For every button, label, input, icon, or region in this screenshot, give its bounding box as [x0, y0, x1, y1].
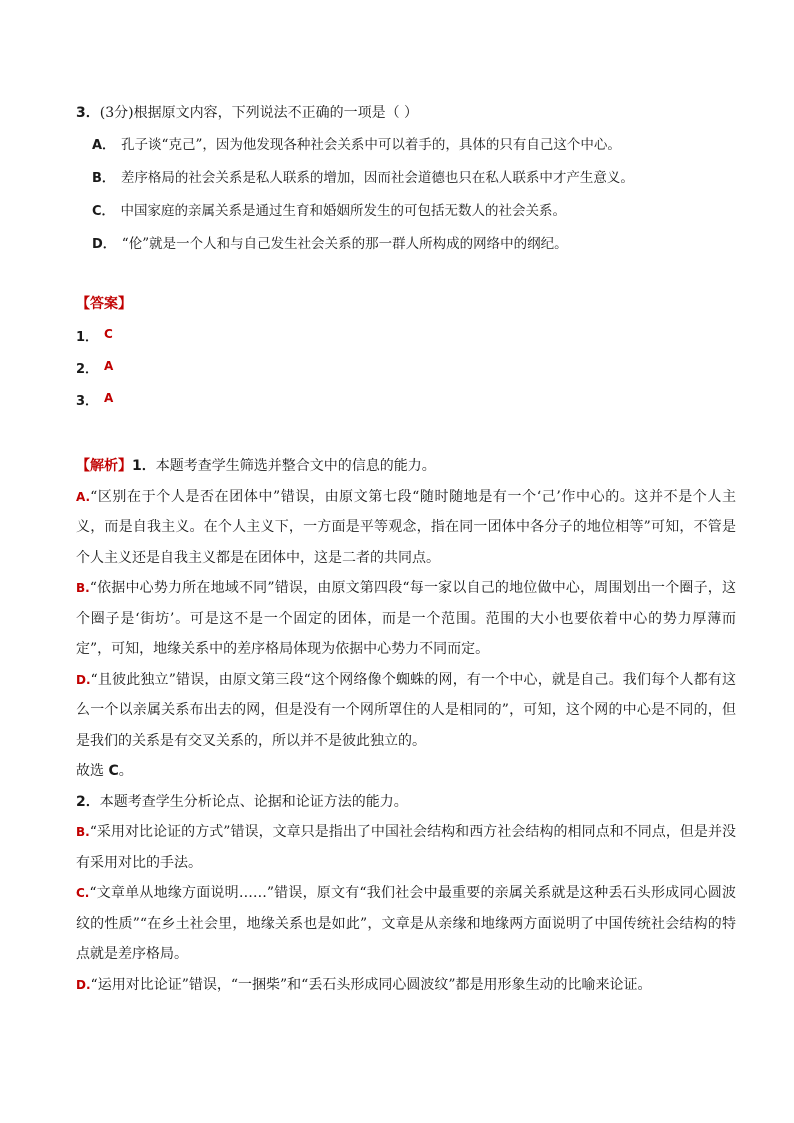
analysis-q1-number: 1．: [132, 458, 156, 474]
answer-number: 1．: [76, 330, 99, 345]
choose-end: 。: [118, 763, 133, 779]
analysis-q1-b: [76, 573, 736, 665]
answer-number: 3．: [76, 394, 99, 409]
analysis-text: “区别在于个人是否在团体中”错误，由原文第七段“随时随地是有一个‘己’作中心的。这并不是个人主义，而是自我主义。在个人主义下，一方面是平等观念，指在同一团体中各分子的地位相等”可知，不管是个人主义还是自我主义都是在团体中，这是二者的共同点。: [76, 488, 736, 566]
analysis-q2-b: [76, 817, 736, 878]
answer-item: [76, 390, 736, 410]
analysis-q1-d: [76, 665, 736, 757]
option-text: 差序格局的社会关系是私人联系的增加，因而社会道德也只在私人联系中才产生意义。: [120, 170, 634, 186]
choose-value: C: [108, 763, 119, 779]
analysis-q2-intro: [76, 787, 736, 818]
option-letter: C．: [92, 204, 115, 219]
option-c: [92, 201, 736, 222]
analysis-q1-intro: [76, 451, 736, 482]
analysis-text: “运用对比论证”错误，“一捆柴”和“丢石头形成同心圆波纹”都是用形象生动的比喻来论证。: [90, 976, 652, 993]
option-text: “伦”就是一个人和与自己发生社会关系的那一群人所构成的网络中的纲纪。: [121, 236, 568, 252]
analysis-text: “且彼此独立”错误，由原文第三段“这个网络像个蜘蛛的网，有一个中心，就是自己。我们每个人都有这么一个以亲属关系布出去的网，但是没有一个网所罩住的人是相同的”，可知，这个网的中心是不同的，但是我们的关系是有交叉关系的，所以并不是彼此独立的。: [76, 671, 736, 749]
question-3: [76, 103, 736, 267]
option-letter: A．: [92, 138, 116, 153]
option-a: [92, 135, 736, 156]
analysis-q2-number: 2．: [76, 793, 100, 810]
analysis-q1-intro-text: 本题考查学生筛选并整合文中的信息的能力。: [155, 458, 436, 474]
option-lead: A.: [76, 489, 91, 504]
analysis-q1-choose: [76, 756, 736, 787]
option-lead: B.: [76, 825, 90, 839]
analysis-q2-c: [76, 878, 736, 970]
option-letter: D．: [92, 237, 116, 252]
option-lead: D.: [76, 672, 91, 687]
option-text: 中国家庭的亲属关系是通过生育和婚姻所发生的可包括无数人的社会关系。: [120, 203, 567, 219]
option-letter: B．: [92, 171, 115, 186]
question-stem: [76, 103, 736, 123]
option-b: [92, 168, 736, 189]
answer-value: A: [104, 391, 114, 405]
analysis-text: “文章单从地缘方面说明……”错误，原文有“我们社会中最重要的亲属关系就是这种丢石头形成同心圆波纹的性质”“在乡土社会里，地缘关系也是如此”，文章是从亲缘和地缘两方面说明了中国传统社会结构的特点就是差序格局。: [76, 885, 736, 962]
answer-value: A: [104, 359, 114, 373]
analysis-q1-a: [76, 482, 736, 574]
answer-item: [76, 326, 736, 346]
option-lead: D.: [76, 977, 91, 992]
analysis-q2-intro-text: 本题考查学生分析论点、论据和论证方法的能力。: [99, 793, 408, 810]
option-text: 孔子谈“克己”，因为他发现各种社会关系中可以着手的，具体的只有自己这个中心。: [121, 137, 621, 153]
analysis-q2-d: [76, 970, 736, 1001]
option-d: [92, 234, 736, 255]
option-lead: C.: [76, 886, 90, 900]
analysis-text: “依据中心势力所在地域不同”错误，由原文第四段“每一家以自己的地位做中心，周围划出一个圈子，这个圈子是‘街坊’。可是这不是一个固定的团体，而是一个范围。范围的大小也要依着中心的势力厚薄而定”，可知，地缘关系中的差序格局体现为依据中心势力不同而定。: [76, 580, 736, 657]
analysis-section: [76, 451, 736, 1000]
answer-number: 2．: [76, 362, 99, 377]
answer-value: C: [104, 327, 113, 341]
answer-item: [76, 358, 736, 378]
answer-heading: 【答案】: [76, 296, 132, 312]
analysis-text: “采用对比论证的方式”错误，文章只是指出了中国社会结构和西方社会结构的相同点和不同点，但是并没有采用对比的手法。: [76, 824, 736, 871]
question-number: 3．: [76, 105, 100, 121]
question-text: (3分)根据原文内容，下列说法不正确的一项是（ ）: [99, 105, 419, 121]
answer-section: [76, 294, 736, 410]
choose-text: 故选: [76, 763, 109, 779]
option-lead: B.: [76, 581, 90, 595]
analysis-heading: 【解析】: [76, 458, 132, 474]
